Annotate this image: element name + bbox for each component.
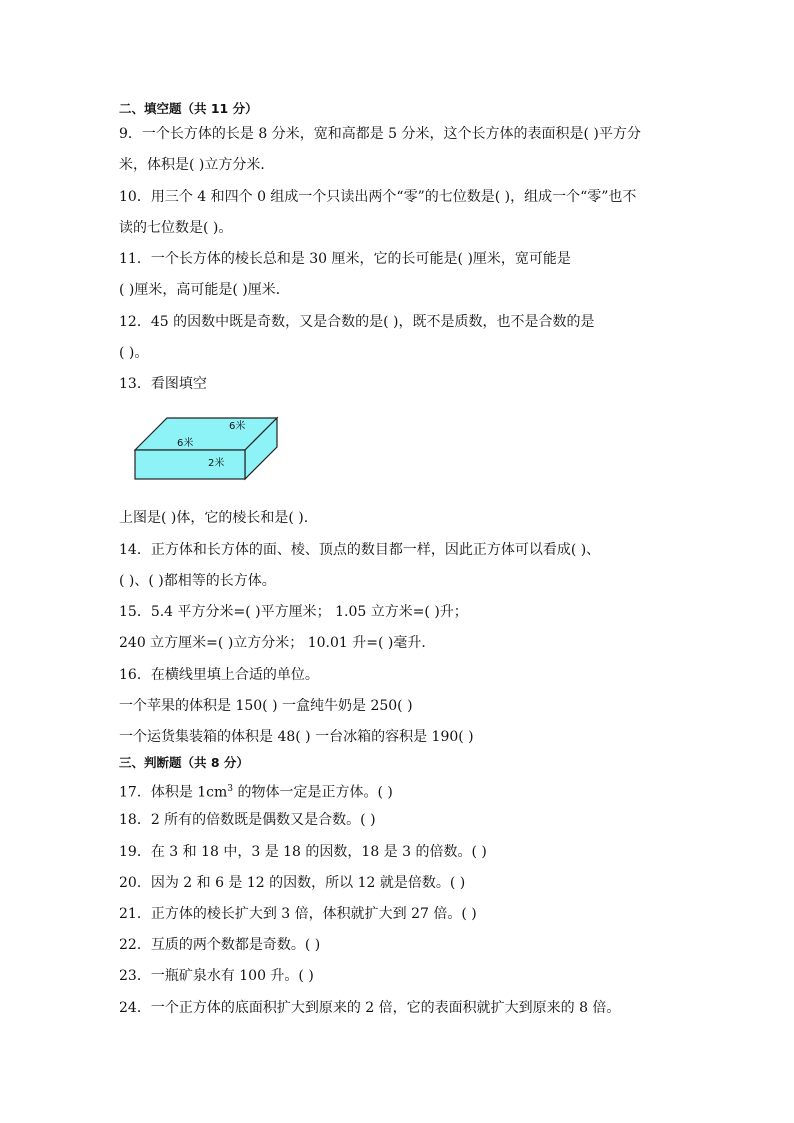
- question-9-line-1: 9．一个长方体的长是 8 分米，宽和高都是 5 分米，这个长方体的表面积是( )平方分: [119, 126, 641, 142]
- question-9-line-2: 米，体积是( )立方分米．: [119, 157, 275, 173]
- section-title-fill-in: 二、填空题（共 11 分）: [119, 101, 258, 116]
- question-16-title: 16．在横线里填上合适的单位。: [119, 667, 319, 683]
- question-11-line-1: 11．一个长方体的棱长总和是 30 厘米，它的长可能是( )厘米，宽可能是: [119, 251, 571, 267]
- cuboid-figure: [131, 410, 281, 482]
- question-10-line-1: 10．用三个 4 和四个 0 组成一个只读出两个“零”的七位数是( )，组成一个“零”也不: [119, 189, 637, 205]
- label-front-6m: 6米: [177, 438, 194, 449]
- question-14-line-1: 14．正方体和长方体的面、棱、顶点的数目都一样，因此正方体可以看成( )、: [119, 542, 601, 558]
- question-19: 19．在 3 和 18 中，3 是 18 的因数，18 是 3 的倍数。( ): [119, 844, 487, 860]
- question-14-line-2: ( )、( )都相等的长方体。: [119, 573, 276, 589]
- question-17-superscript: 3: [227, 784, 234, 794]
- question-24: 24．一个正方体的底面积扩大到原来的 2 倍，它的表面积就扩大到原来的 8 倍。: [119, 1000, 621, 1016]
- label-side-2m: 2米: [208, 458, 225, 469]
- question-17-text: 17．体积是 1cm: [119, 784, 228, 801]
- label-top-6m: 6米: [229, 421, 246, 432]
- question-12-line-1: 12．45 的因数中既是奇数，又是合数的是( )，既不是质数，也不是合数的是: [119, 314, 595, 330]
- question-21: 21．正方体的棱长扩大到 3 倍，体积就扩大到 27 倍。( ): [119, 906, 477, 922]
- question-15-line-2: 240 立方厘米=( )立方分米； 10.01 升=( )毫升．: [119, 635, 436, 651]
- cuboid-front-face: [135, 450, 245, 479]
- question-23: 23．一瓶矿泉水有 100 升。( ): [119, 968, 314, 984]
- question-10-line-2: 读的七位数是( )。: [119, 220, 233, 236]
- question-22: 22．互质的两个数都是奇数。( ): [119, 937, 321, 953]
- question-17-rest: 的物体一定是正方体。( ): [233, 784, 393, 801]
- section-title-true-false: 三、判断题（共 8 分）: [119, 755, 249, 770]
- question-18: 18．2 所有的倍数既是偶数又是合数。( ): [119, 812, 376, 828]
- question-12-line-2: ( )。: [119, 345, 149, 361]
- question-13-title: 13．看图填空: [119, 376, 207, 392]
- question-15-line-1: 15．5.4 平方分米=( )平方厘米； 1.05 立方米=( )升；: [119, 604, 468, 620]
- question-16-line-3: 一个运货集装箱的体积是 48( ) 一台冰箱的容积是 190( ): [119, 729, 474, 745]
- question-16-line-2: 一个苹果的体积是 150( ) 一盒纯牛奶是 250( ): [119, 698, 413, 714]
- question-20: 20．因为 2 和 6 是 12 的因数，所以 12 就是倍数。( ): [119, 875, 466, 891]
- question-13-line-2: 上图是( )体，它的棱长和是( ).: [119, 510, 309, 526]
- question-17: [119, 780, 393, 802]
- question-11-line-2: ( )厘米，高可能是( )厘米．: [119, 282, 290, 298]
